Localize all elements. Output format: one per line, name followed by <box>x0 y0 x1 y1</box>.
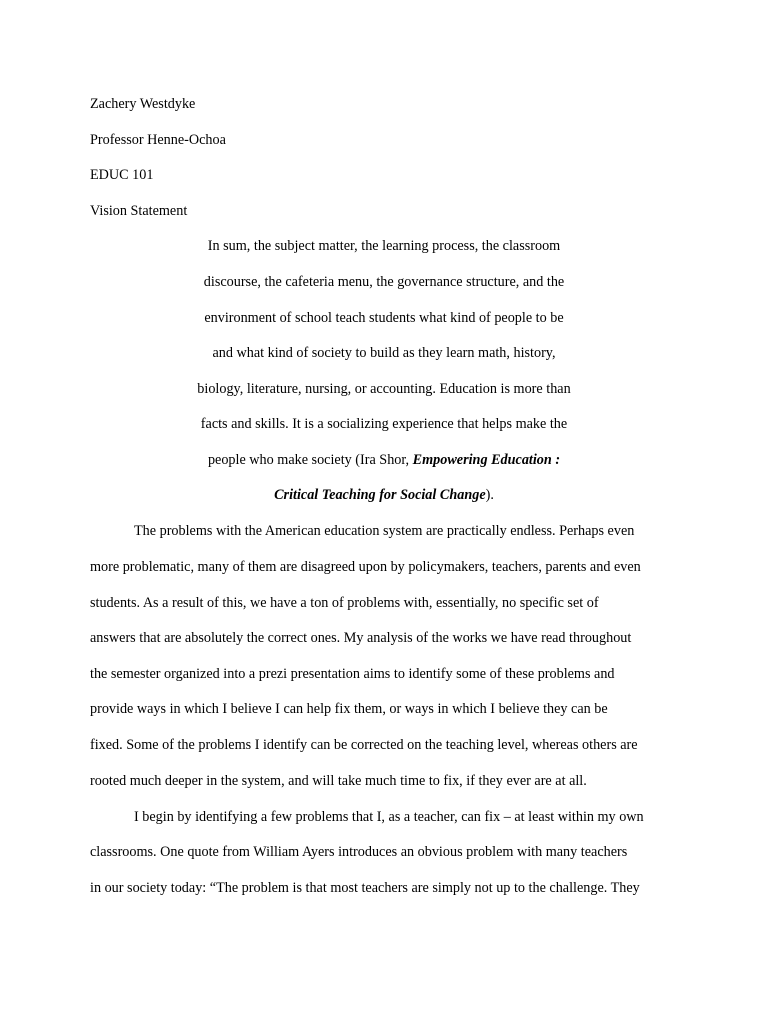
body-line: the semester organized into a prezi presentation aims to identify some of these problems and <box>90 666 615 682</box>
quote-line: biology, literature, nursing, or accounting. Education is more than <box>197 381 571 397</box>
quote-line: discourse, the cafeteria menu, the governance structure, and the <box>203 274 565 290</box>
quote-line <box>90 486 678 504</box>
document-title: Vision Statement <box>90 203 188 219</box>
author-name: Zachery Westdyke <box>90 96 196 112</box>
quote-line <box>90 451 678 469</box>
body-line: rooted much deeper in the system, and will take much time to fix, if they ever are at all. <box>90 773 587 789</box>
professor-name: Professor Henne-Ochoa <box>90 132 226 148</box>
quote-line: facts and skills. It is a socializing experience that helps make the <box>200 416 568 432</box>
body-line: I begin by identifying a few problems that I, as a teacher, can fix – at least within my own <box>134 809 644 825</box>
quote-line: and what kind of society to build as they learn math, history, <box>212 345 556 361</box>
quote-line: environment of school teach students what kind of people to be <box>204 310 564 326</box>
quote-line: In sum, the subject matter, the learning process, the classroom <box>207 238 561 254</box>
quote-attribution: people who make society (Ira Shor, <box>207 452 413 468</box>
body-line: more problematic, many of them are disagreed upon by policymakers, teachers, parents and even <box>90 559 641 575</box>
body-line: answers that are absolutely the correct ones. My analysis of the works we have read throughout <box>90 630 632 646</box>
book-subtitle: Critical Teaching for Social Change <box>274 487 486 503</box>
body-line: fixed. Some of the problems I identify can be corrected on the teaching level, whereas others are <box>90 737 638 753</box>
quote-close: ). <box>485 487 494 503</box>
body-line: provide ways in which I believe I can help fix them, or ways in which I believe they can be <box>90 701 608 717</box>
body-line: The problems with the American education system are practically endless. Perhaps even <box>134 523 635 539</box>
course-code: EDUC 101 <box>90 167 154 183</box>
book-title: Empowering Education : <box>412 452 561 468</box>
body-line: students. As a result of this, we have a ton of problems with, essentially, no specific set of <box>90 595 599 611</box>
body-line: in our society today: “The problem is that most teachers are simply not up to the challenge. They <box>90 880 640 896</box>
body-line: classrooms. One quote from William Ayers introduces an obvious problem with many teachers <box>90 844 628 860</box>
